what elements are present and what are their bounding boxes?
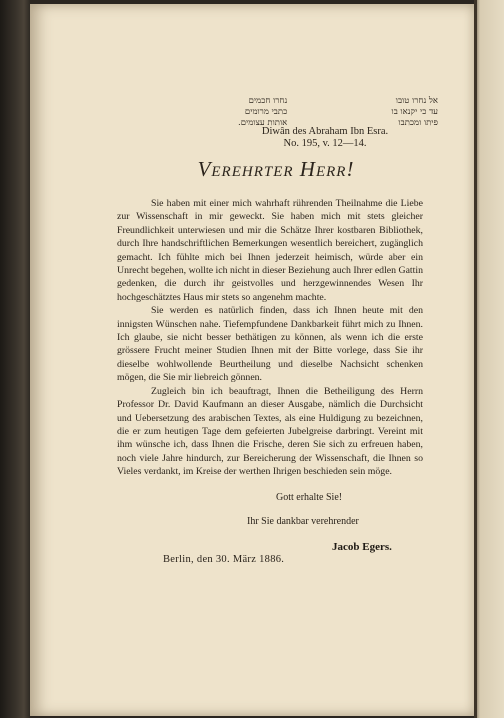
hebrew-line: אל נחרו טובו bbox=[395, 96, 438, 106]
hebrew-line: אותות עצומים. bbox=[238, 118, 288, 128]
hebrew-line: עד כי יקנאו בו bbox=[391, 107, 438, 117]
closing-phrase: Ihr Sie dankbar verehrender bbox=[247, 516, 359, 527]
signature: Jacob Egers. bbox=[332, 541, 392, 553]
salutation-heading: Verehrter Herr! bbox=[197, 157, 355, 181]
date-place: Berlin, den 30. März 1886. bbox=[163, 554, 285, 565]
source-reference: No. 195, v. 12—14. bbox=[283, 138, 367, 149]
adjacent-page-edge bbox=[474, 0, 504, 718]
hebrew-line: כתבי מרומים bbox=[244, 107, 288, 117]
book-binding bbox=[0, 0, 30, 718]
epigraph-source bbox=[190, 126, 460, 150]
paragraph: Zugleich bin ich beauftragt, Ihnen die Betheiligung des Herrn Professor Dr. David Kaufmann an dieser Ausgabe, nämlich die Durchsicht und Uebersetzung des arabischen Textes, als eine Huldigung zu bezeichnen, die er zum heutigen Tage dem gefeierten Jubelgreise darbringt. Vereint mit ihm wünsche ich, dass Ihnen die Frische, deren Sie sich zu erfreuen haben, noch viele Jahre hindurch, zur Bereicherung der Wissenschaft, die Ihnen so Vieles verdankt, im Kreise der werthen Ihrigen beschieden sein möge. bbox=[117, 385, 423, 478]
paragraph: Sie haben mit einer mich wahrhaft rührenden Theilnahme die Liebe zur Wissenschaft in mir geweckt. Sie haben mich mit stets gleicher Freundlichkeit unterwiesen und mir die Schätze Ihrer kostbaren Bibliothek, durch Ihre handschriftlichen Bemerkungen wesentlich bereichert, zugänglich gemacht. Ich fühlte mich bei Ihnen jederzeit heimisch, würde aber ein Unrecht begehen, wollte ich nicht in dieser Beziehung auch Ihrer edlen Gattin gedenken, die durch ihr geistvolles und herzgewinnendes Wesen Ihr hochgeschätztes Haus mir stets so angenehm machte. bbox=[117, 198, 423, 303]
hebrew-column-right bbox=[392, 96, 438, 129]
hebrew-line: נחרו חכמים bbox=[248, 96, 288, 106]
closing-blessing: Gott erhalte Sie! bbox=[276, 492, 343, 503]
hebrew-line: פיתו ומכתבו bbox=[398, 118, 438, 128]
letter-body bbox=[117, 197, 423, 479]
paragraph: Sie werden es natürlich finden, dass ich Ihnen heute mit den innigsten Wünschen nahe. Tiefempfundene Dankbarkeit führt mich zu Ihnen. Ich glaube, sie nicht besser bethätigen zu können, als wenn ich die erste grössere Frucht meiner Studien Ihnen mit der Bitte vorlege, dass Sie ihr dieselbe wohlwollende Beurtheilung und dieselbe Nachsicht schenken mögen, die Sie mir liebreich gönnen. bbox=[117, 305, 423, 384]
hebrew-column-left bbox=[238, 96, 287, 129]
hebrew-epigraph bbox=[238, 96, 438, 129]
source-title: Diwân des Abraham Ibn Esra. bbox=[261, 126, 389, 137]
page-gutter-shadow bbox=[474, 0, 477, 718]
